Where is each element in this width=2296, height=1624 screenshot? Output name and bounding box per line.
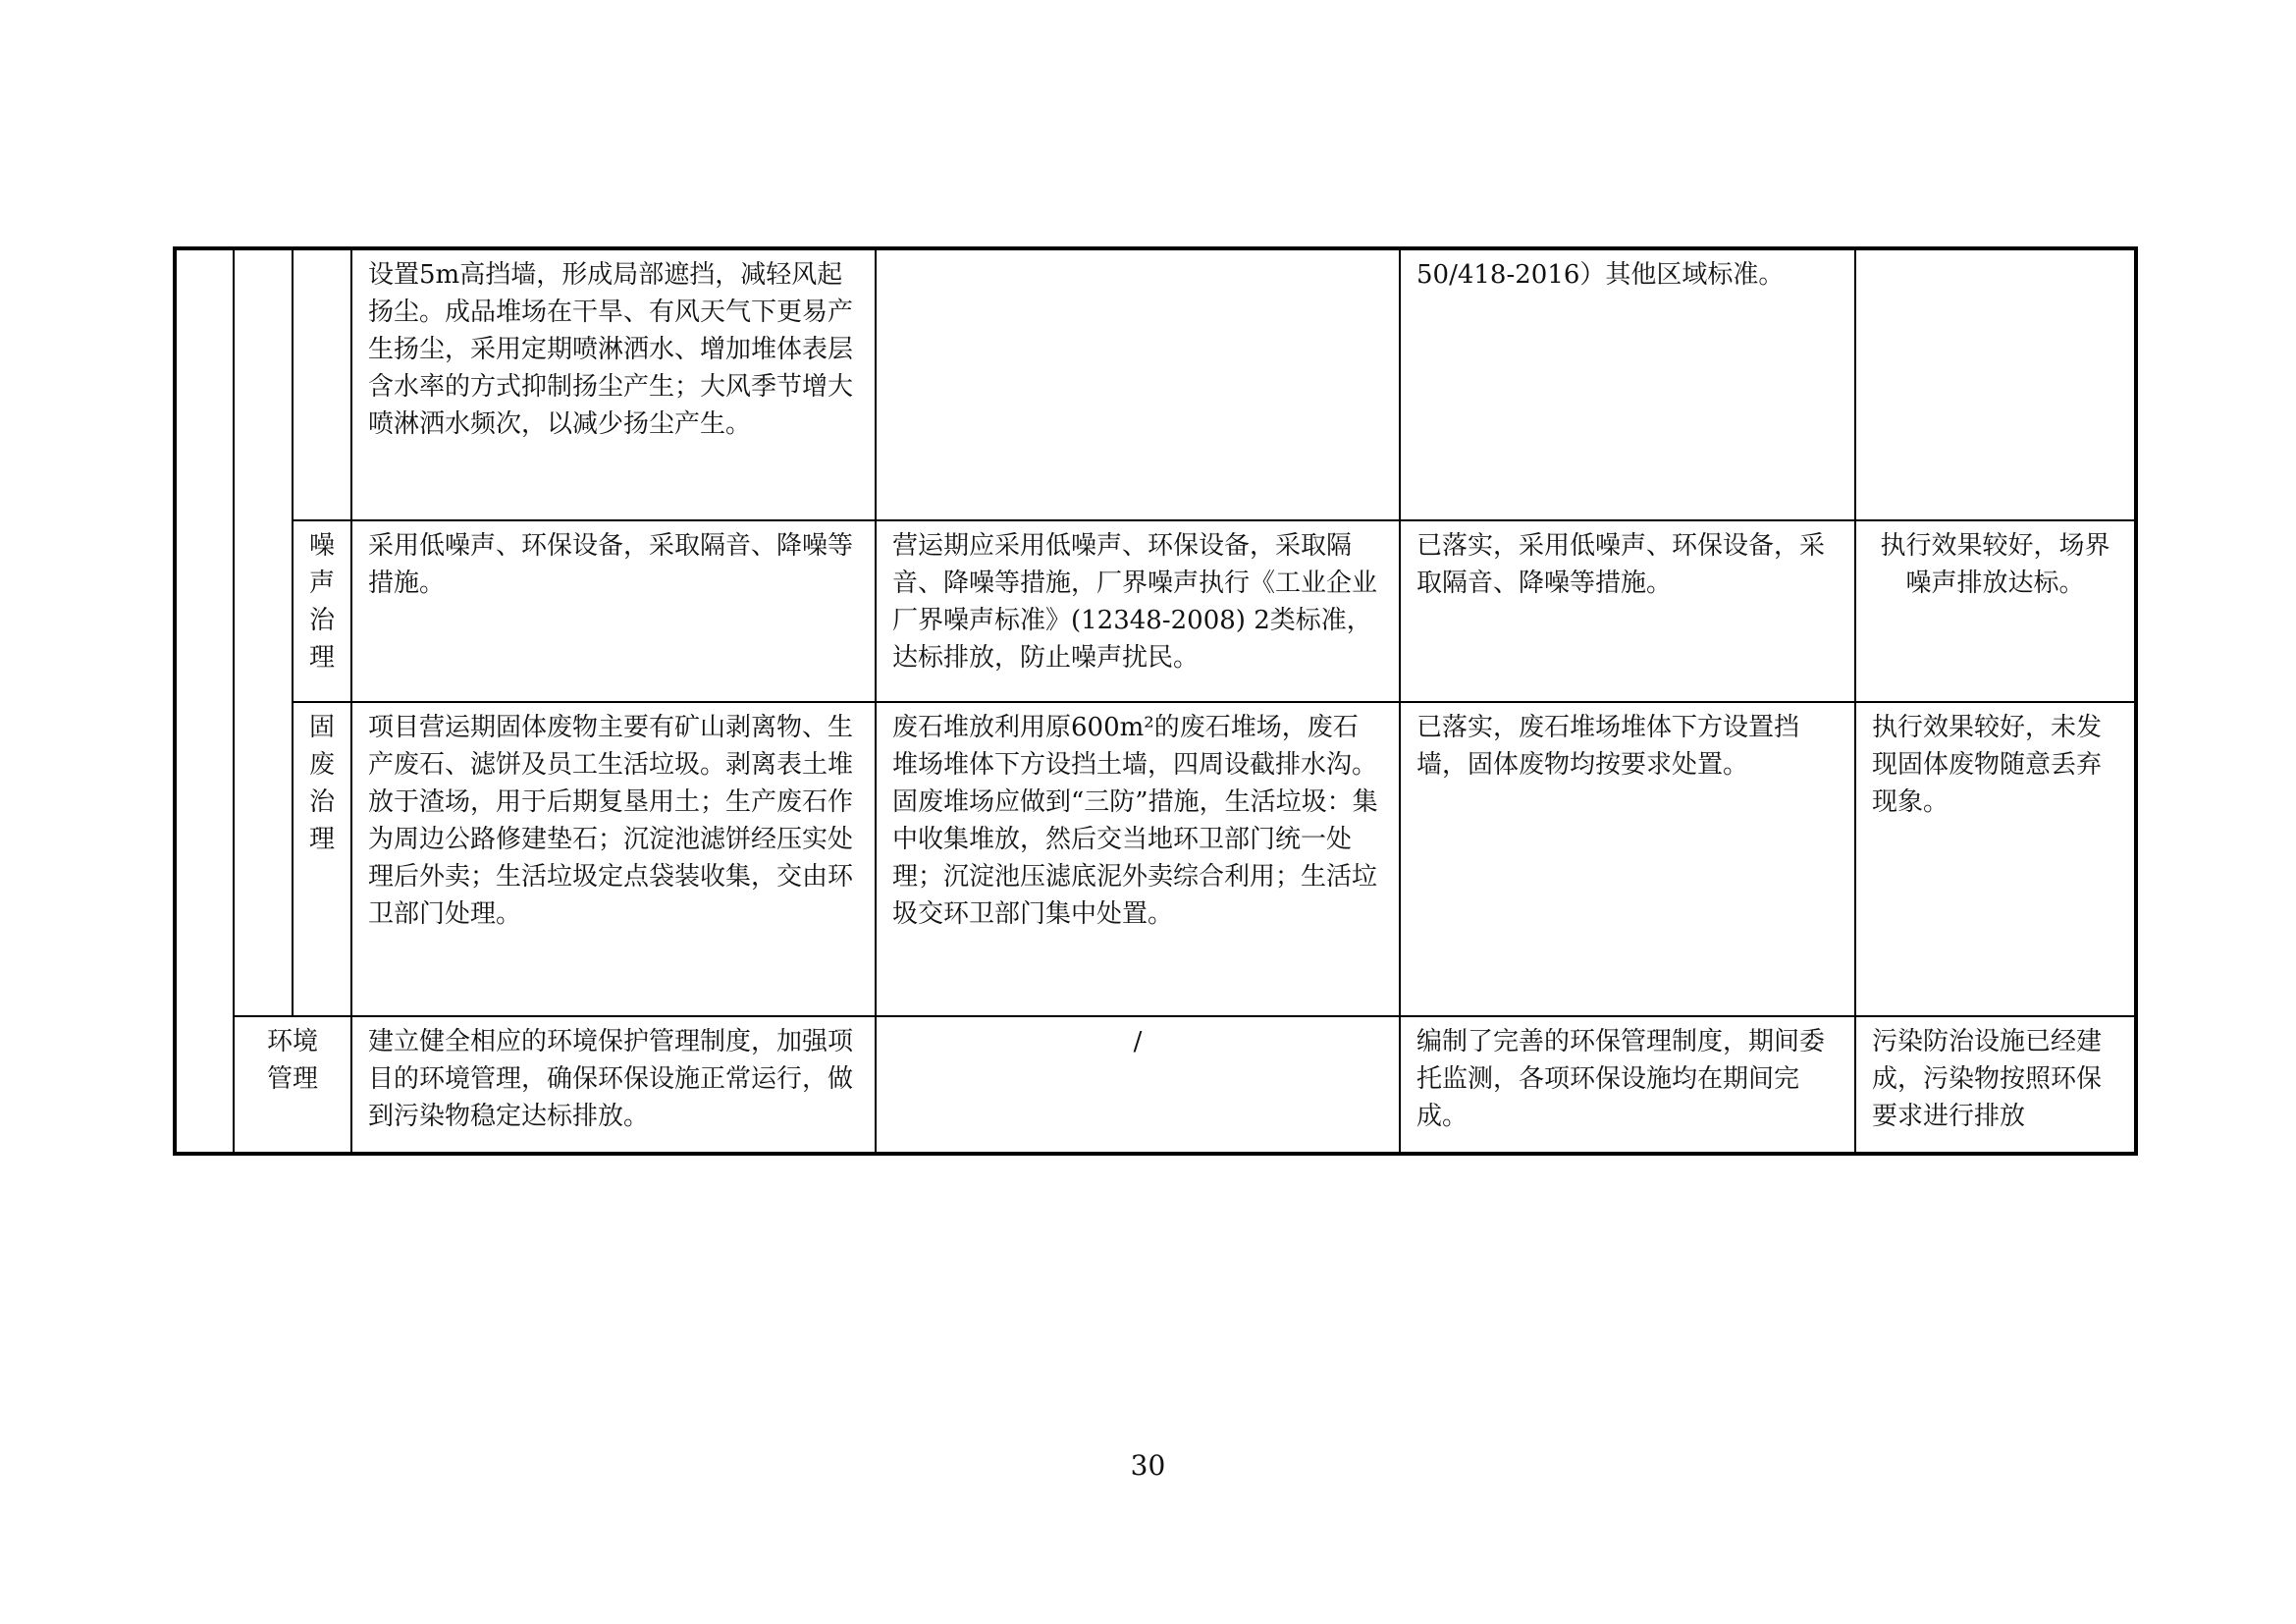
dust-status-cell: 50/418-2016）其他区域标准。 [1400,248,1855,520]
environmental-measures-table [173,246,2138,1156]
dust-category-cell [293,248,351,520]
table-row-dust [175,248,2136,520]
outer-category-cell [175,248,234,1154]
solid-waste-effect-cell: 执行效果较好，未发现固体废物随意丢弃现象。 [1855,702,2136,1016]
solid-waste-requirement-cell: 废石堆放利用原600m²的废石堆场，废石堆场堆体下方设挡土墙，四周设截排水沟。固废堆场应做到“三防”措施，生活垃圾：集中收集堆放，然后交当地环卫部门统一处理；沉淀池压滤底泥外卖综合利用；生活垃圾交环卫部门集中处置。 [876,702,1400,1016]
noise-effect-cell: 执行效果较好，场界噪声排放达标。 [1855,520,2136,702]
noise-measure-cell: 采用低噪声、环保设备，采取隔音、降噪等措施。 [351,520,876,702]
management-effect-cell: 污染防治设施已经建成，污染物按照环保要求进行排放 [1855,1016,2136,1154]
dust-requirement-cell [876,248,1400,520]
solid-waste-measure-cell: 项目营运期固体废物主要有矿山剥离物、生产废石、滤饼及员工生活垃圾。剥离表土堆放于渣场，用于后期复垦用土；生产废石作为周边公路修建垫石；沉淀池滤饼经压实处理后外卖；生活垃圾定点袋装收集，交由环卫部门处理。 [351,702,876,1016]
management-requirement-cell: / [876,1016,1400,1154]
management-category-cell: 环境 管理 [234,1016,351,1154]
solid-waste-status-cell: 已落实，废石堆场堆体下方设置挡墙，固体废物均按要求处置。 [1400,702,1855,1016]
table-row-management [175,1016,2136,1154]
noise-category-cell: 噪 声 治 理 [293,520,351,702]
table-row-noise [175,520,2136,702]
noise-requirement-cell: 营运期应采用低噪声、环保设备，采取隔音、降噪等措施，厂界噪声执行《工业企业厂界噪声标准》(12348-2008) 2类标准，达标排放，防止噪声扰民。 [876,520,1400,702]
noise-status-cell: 已落实，采用低噪声、环保设备，采取隔音、降噪等措施。 [1400,520,1855,702]
management-measure-cell: 建立健全相应的环境保护管理制度，加强项目的环境管理，确保环保设施正常运行，做到污染物稳定达标排放。 [351,1016,876,1154]
page-number: 30 [1130,1449,1166,1482]
table-row-solid-waste [175,702,2136,1016]
solid-waste-category-cell: 固 废 治 理 [293,702,351,1016]
sub-category-cell [234,248,293,1016]
dust-measure-cell: 设置5m高挡墙，形成局部遮挡，减轻风起扬尘。成品堆场在干旱、有风天气下更易产生扬尘，采用定期喷淋洒水、增加堆体表层含水率的方式抑制扬尘产生；大风季节增大喷淋洒水频次，以减少扬尘产生。 [351,248,876,520]
dust-effect-cell [1855,248,2136,520]
management-status-cell: 编制了完善的环保管理制度，期间委托监测，各项环保设施均在期间完成。 [1400,1016,1855,1154]
